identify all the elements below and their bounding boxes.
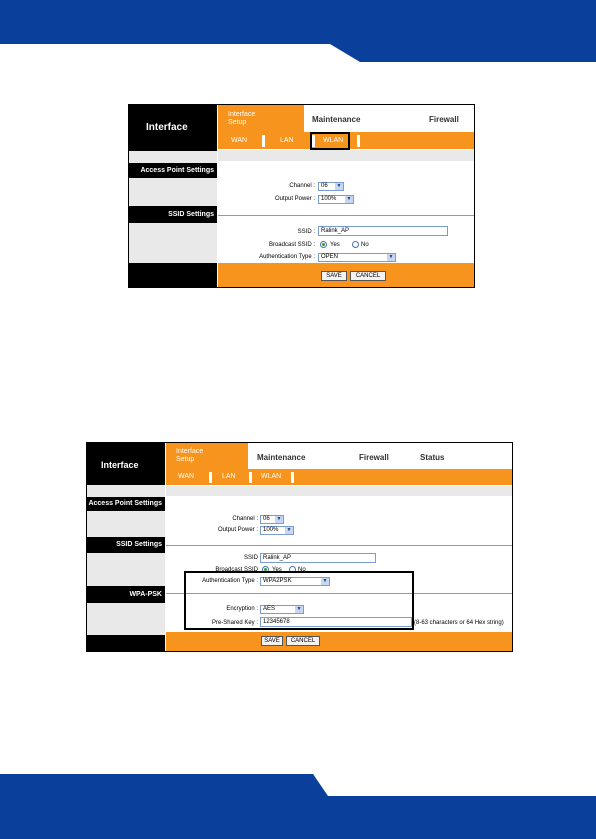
ssid-label: SSID (243, 555, 258, 561)
output-power-select[interactable]: 100% ▼ (260, 526, 294, 535)
sub-navigation (166, 469, 513, 485)
sidebar-section-ap: Access Point Settings (88, 500, 162, 507)
tab-status[interactable]: Status (420, 453, 445, 462)
tab-maintenance[interactable]: Maintenance (312, 115, 361, 124)
chevron-down-icon: ▼ (388, 254, 394, 260)
ssid-label: SSID : (297, 229, 315, 235)
section-divider (166, 545, 513, 546)
bottom-banner (0, 774, 596, 839)
subnav-wlan[interactable]: WLAN (261, 473, 282, 480)
subnav-separator (262, 135, 265, 147)
tab-firewall[interactable]: Firewall (429, 115, 459, 124)
psk-label: Pre-Shared Key : (211, 620, 258, 626)
channel-label: Channel : (232, 516, 258, 522)
subnav-wan[interactable]: WAN (178, 473, 195, 480)
ssid-input[interactable]: Ralink_AP (260, 553, 376, 563)
top-banner (0, 0, 596, 62)
sidebar-section-ssid: SSID Settings (168, 211, 214, 218)
tab-firewall[interactable]: Firewall (359, 453, 389, 462)
save-button[interactable]: SAVE (321, 271, 347, 281)
sidebar (87, 443, 165, 652)
output-power-label: Output Power : (274, 196, 315, 202)
section-divider (218, 215, 475, 216)
broadcast-no-label: No (298, 567, 306, 573)
chevron-down-icon: ▼ (346, 196, 352, 202)
sidebar-section-ap: Access Point Settings (140, 167, 214, 174)
chevron-down-icon: ▼ (322, 578, 328, 584)
subnav-lan[interactable]: LAN (280, 137, 294, 144)
button-bar (166, 632, 513, 652)
wlan-screenshot-open (128, 104, 475, 288)
subnav-wlan[interactable]: WLAN (323, 137, 344, 144)
channel-label: Channel : (289, 183, 315, 189)
sidebar-title: Interface (146, 122, 188, 133)
tab-maintenance[interactable]: Maintenance (257, 453, 306, 462)
subnav-separator (249, 472, 252, 483)
sidebar-spacer (129, 151, 217, 163)
save-button[interactable]: SAVE (261, 636, 283, 646)
broadcast-ssid-label: Broadcast SSID : (268, 242, 315, 248)
sidebar-title: Interface (101, 460, 139, 470)
auth-type-label: Authentication Type : (202, 578, 258, 584)
broadcast-yes-label: Yes (272, 567, 282, 573)
auth-type-select[interactable]: WPA2PSK ▼ (260, 577, 330, 586)
auth-type-select[interactable]: OPEN ▼ (318, 253, 396, 262)
cancel-button[interactable]: CANCEL (286, 636, 320, 646)
ssid-input[interactable]: Ralink_AP (318, 226, 448, 236)
sidebar-panel (129, 178, 217, 206)
channel-select[interactable]: 06 ▼ (260, 515, 284, 524)
wlan-highlight-box (310, 132, 350, 150)
chevron-down-icon: ▼ (296, 606, 302, 612)
encryption-select[interactable]: AES ▼ (260, 605, 304, 614)
subnav-separator (357, 135, 360, 147)
sidebar-panel (87, 511, 165, 537)
subnav-separator (209, 472, 212, 483)
chevron-down-icon: ▼ (336, 183, 342, 189)
subnav-wan[interactable]: WAN (231, 137, 248, 144)
broadcast-yes-label: Yes (330, 242, 340, 248)
tab-interface-setup[interactable]: Interface Setup (166, 443, 248, 469)
output-power-select[interactable]: 100% ▼ (318, 195, 354, 204)
broadcast-yes-radio[interactable] (320, 241, 327, 248)
channel-select[interactable]: 06 ▼ (318, 182, 344, 191)
chevron-down-icon: ▼ (286, 527, 292, 533)
wlan-screenshot-wpa2psk (86, 442, 513, 652)
broadcast-no-label: No (361, 242, 369, 248)
subnav-lan[interactable]: LAN (222, 473, 236, 480)
psk-input[interactable]: 12345678 (260, 617, 412, 627)
content-header-strip (166, 486, 513, 496)
tab-interface-setup[interactable]: Interface Setup (218, 105, 304, 132)
content-header-strip (218, 150, 475, 161)
psk-hint: (8-63 characters or 64 Hex string) (414, 620, 504, 626)
chevron-down-icon: ▼ (276, 516, 282, 522)
wpa-highlight-box (184, 571, 414, 630)
output-power-label: Output Power : (217, 527, 258, 533)
auth-type-label: Authentication Type : (259, 254, 315, 260)
sidebar-panel (87, 603, 165, 635)
sidebar-panel (87, 553, 165, 586)
broadcast-no-radio[interactable] (352, 241, 359, 248)
sidebar-section-wpapsk: WPA-PSK (129, 591, 162, 598)
sidebar-section-ssid: SSID Settings (116, 541, 162, 548)
cancel-button[interactable]: CANCEL (350, 271, 386, 281)
sidebar-spacer (87, 485, 165, 497)
subnav-separator (291, 472, 294, 483)
sidebar (129, 105, 217, 288)
sidebar-panel (129, 223, 217, 263)
encryption-label: Encryption : (226, 606, 258, 612)
broadcast-ssid-label: Broadcast SSID (215, 567, 258, 573)
